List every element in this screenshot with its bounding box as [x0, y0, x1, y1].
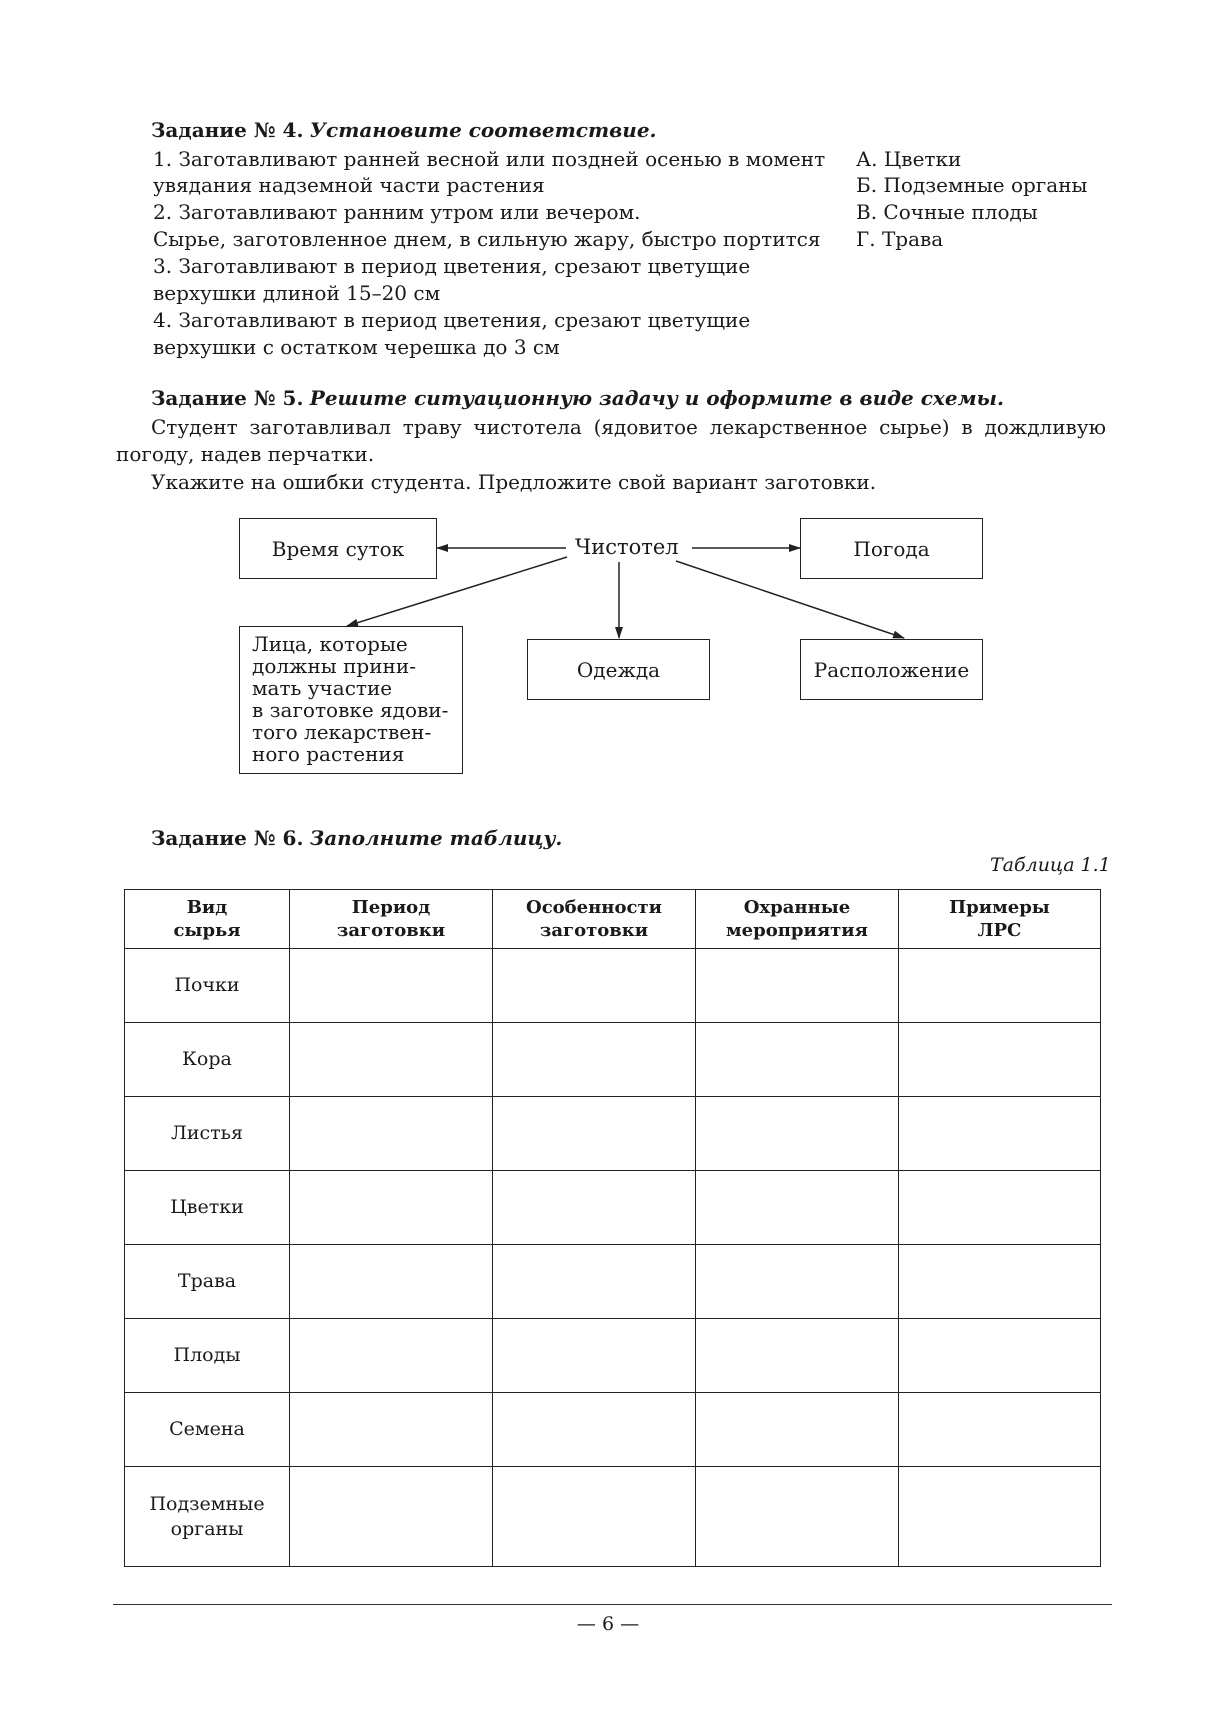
- table-caption: Таблица 1.1: [990, 854, 1111, 876]
- empty-cell[interactable]: [899, 1023, 1101, 1097]
- scheme-box-location-label: Расположение: [813, 657, 970, 682]
- empty-cell[interactable]: [493, 1023, 696, 1097]
- harvest-table: [124, 889, 1101, 1567]
- scheme-box-time: [239, 518, 437, 579]
- table-row: [125, 1171, 1101, 1245]
- scheme-box-weather-label: Погода: [853, 536, 930, 561]
- scheme-persons-line: в заготовке ядови-: [252, 698, 449, 722]
- task4-option: Б. Подземные органы: [856, 173, 1088, 197]
- empty-cell[interactable]: [290, 949, 493, 1023]
- scheme-persons-line: Лица, которые: [252, 632, 408, 656]
- empty-cell[interactable]: [696, 1097, 899, 1171]
- page-number: — 6 —: [576, 1613, 640, 1635]
- task5-instruction: Укажите на ошибки студента. Предложите свой вариант заготовки.: [151, 470, 877, 494]
- empty-cell[interactable]: [899, 1097, 1101, 1171]
- row-label: Цветки: [125, 1171, 290, 1245]
- empty-cell[interactable]: [290, 1393, 493, 1467]
- row-label: Плоды: [125, 1319, 290, 1393]
- header-period: Период заготовки: [290, 890, 493, 949]
- task4-item-line: увядания надземной части растения: [153, 173, 545, 197]
- table-row: [125, 949, 1101, 1023]
- task5-paragraph: Студент заготавливал траву чистотела (ядовитое лекарственное сырье) в дождливую погоду, надев перчатки.: [116, 415, 1106, 466]
- empty-cell[interactable]: [696, 1245, 899, 1319]
- empty-cell[interactable]: [899, 1467, 1101, 1567]
- table-row: [125, 1393, 1101, 1467]
- header-examples: Примеры ЛРС: [899, 890, 1101, 949]
- scheme-center-label: Чистотел: [575, 535, 679, 559]
- empty-cell[interactable]: [899, 1319, 1101, 1393]
- task5-title: Задание № 5. Решите ситуационную задачу и оформите в виде схемы.: [151, 386, 1004, 410]
- empty-cell[interactable]: [899, 1171, 1101, 1245]
- empty-cell[interactable]: [493, 1319, 696, 1393]
- table-row: [125, 1319, 1101, 1393]
- header-raw-type: Вид сырья: [125, 890, 290, 949]
- table-row: [125, 1467, 1101, 1567]
- footer-rule: [113, 1604, 1112, 1605]
- empty-cell[interactable]: [899, 1393, 1101, 1467]
- task4-title: Задание № 4. Установите соответствие.: [151, 118, 657, 142]
- scheme-persons-line: должны прини-: [252, 654, 416, 678]
- row-label: Листья: [125, 1097, 290, 1171]
- scheme-box-time-label: Время суток: [271, 536, 405, 561]
- task4-item-line: верхушки длиной 15–20 см: [153, 281, 441, 305]
- row-label: Подземные органы: [125, 1467, 290, 1567]
- table-row: [125, 1097, 1101, 1171]
- empty-cell[interactable]: [696, 1023, 899, 1097]
- empty-cell[interactable]: [290, 1467, 493, 1567]
- task4-item-line: верхушки с остатком черешка до 3 см: [153, 335, 560, 359]
- empty-cell[interactable]: [696, 949, 899, 1023]
- row-label: Кора: [125, 1023, 290, 1097]
- task6-title: Задание № 6. Заполните таблицу.: [151, 826, 563, 850]
- task4-item-line: 1. Заготавливают ранней весной или поздней осенью в момент: [153, 147, 826, 171]
- empty-cell[interactable]: [696, 1171, 899, 1245]
- empty-cell[interactable]: [290, 1319, 493, 1393]
- task4-option: А. Цветки: [856, 147, 962, 171]
- empty-cell[interactable]: [493, 1467, 696, 1567]
- empty-cell[interactable]: [899, 949, 1101, 1023]
- empty-cell[interactable]: [493, 949, 696, 1023]
- empty-cell[interactable]: [696, 1393, 899, 1467]
- header-protection: Охранные мероприятия: [696, 890, 899, 949]
- empty-cell[interactable]: [696, 1467, 899, 1567]
- row-label: Почки: [125, 949, 290, 1023]
- scheme-persons-line: мать участие: [252, 676, 393, 700]
- empty-cell[interactable]: [493, 1393, 696, 1467]
- empty-cell[interactable]: [899, 1245, 1101, 1319]
- task4-option: В. Сочные плоды: [856, 200, 1038, 224]
- table-header-row: [125, 890, 1101, 949]
- empty-cell[interactable]: [290, 1097, 493, 1171]
- empty-cell[interactable]: [290, 1023, 493, 1097]
- scheme-box-weather: [800, 518, 983, 579]
- scheme-persons-line: того лекарствен-: [252, 720, 432, 744]
- empty-cell[interactable]: [290, 1171, 493, 1245]
- empty-cell[interactable]: [493, 1171, 696, 1245]
- task4-item-line: 2. Заготавливают ранним утром или вечером.: [153, 200, 641, 224]
- scheme-box-clothing: [527, 639, 710, 700]
- task4-item-line: Сырье, заготовленное днем, в сильную жару, быстро портится: [153, 227, 821, 251]
- header-features: Особенности заготовки: [493, 890, 696, 949]
- empty-cell[interactable]: [290, 1245, 493, 1319]
- scheme-persons-line: ного растения: [252, 742, 405, 766]
- empty-cell[interactable]: [696, 1319, 899, 1393]
- task4-option: Г. Трава: [856, 227, 944, 251]
- table-row: [125, 1023, 1101, 1097]
- scheme-box-clothing-label: Одежда: [576, 657, 661, 682]
- task4-item-line: 3. Заготавливают в период цветения, срезают цветущие: [153, 254, 751, 278]
- scheme-box-persons: [239, 626, 463, 774]
- empty-cell[interactable]: [493, 1245, 696, 1319]
- row-label: Семена: [125, 1393, 290, 1467]
- empty-cell[interactable]: [493, 1097, 696, 1171]
- task4-item-line: 4. Заготавливают в период цветения, срезают цветущие: [153, 308, 751, 332]
- row-label: Трава: [125, 1245, 290, 1319]
- table-row: [125, 1245, 1101, 1319]
- scheme-box-location: [800, 639, 983, 700]
